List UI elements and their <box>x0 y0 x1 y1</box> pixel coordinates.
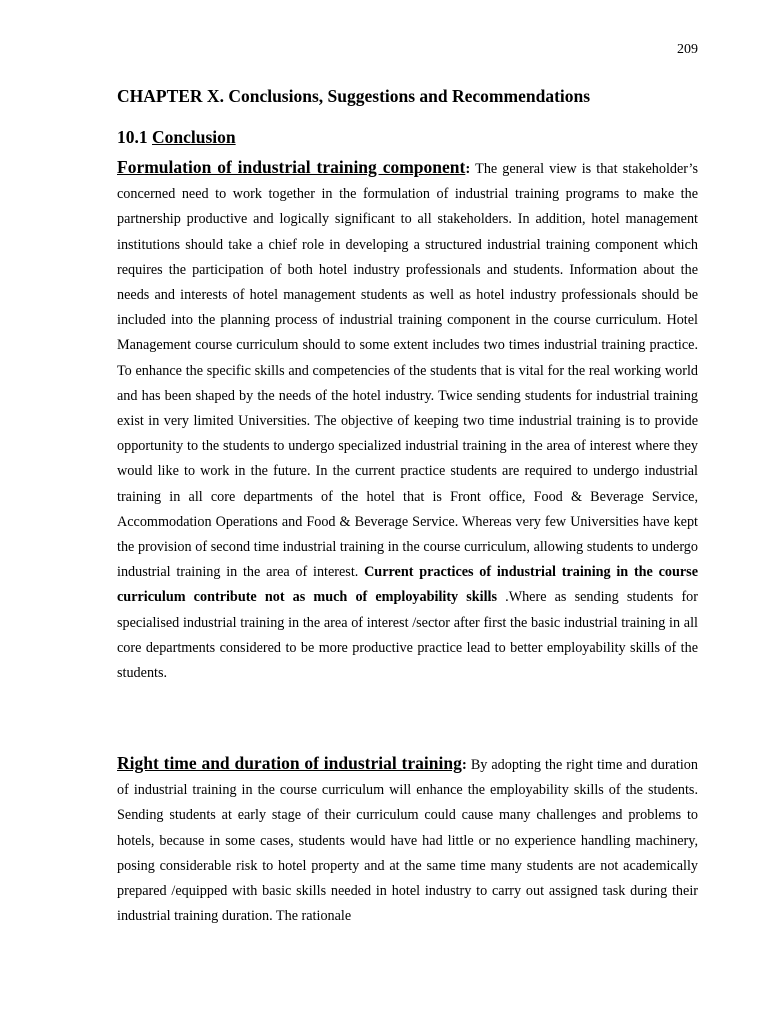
paragraph-right-time <box>117 751 698 929</box>
section-heading <box>117 127 236 148</box>
subheading-right-time: Right time and duration of industrial training <box>117 753 462 773</box>
section-number: 10.1 <box>117 127 148 147</box>
paragraph-formulation <box>117 155 698 686</box>
subheading-colon: : <box>465 161 471 177</box>
section-title: Conclusion <box>152 127 236 147</box>
paragraph-text: By adopting the right time and duration of industrial training in the course curriculum will enhance the employability skills of the students. Sending students at early stage of their curriculum could cause many challenges and problems to hotels, because in some cases, students would have had little or no experience handling machinery, posing considerable risk to hotel property and at the same time many students are not academically prepared /equipped with basic skills needed in hotel industry to carry out assigned task during their industrial training duration. The rationale <box>117 757 698 925</box>
page-number: 209 <box>677 42 698 57</box>
paragraph-text: .Where as sending students for specialised industrial training in the area of interest /sector after first the basic industrial training in all core departments considered to be more productive practice lead to better employability skills of the students. <box>117 589 698 682</box>
bold-statement: Current practices of industrial training in the course curriculum contribute not as much of employability skills <box>117 564 699 606</box>
chapter-title: CHAPTER X. Conclusions, Suggestions and Recommendations <box>117 86 591 106</box>
paragraph-text: The general view is that stakeholder’s concerned need to work together in the formulation of industrial training programs to make the partnership productive and logically significant to all stakeholders. In addition, hotel management institutions should take a chief role in developing a structured industrial training component which requires the participation of both hotel industry professionals and students. Information about the needs and interests of hotel management students as well as hotel industry professionals should be included into the planning process of industrial training component in the course curriculum. Hotel Management course curriculum should to some extent includes two times industrial training practice. To enhance the specific skills and competencies of the students that is vital for the real working world and has been shaped by the needs of the hotel industry. Twice sending students for industrial training exist in very limited Universities. The objective of keeping two time industrial training is to provide opportunity to the students to undergo specialized industrial training in the area of interest where they would like to work in the future. In the current practice students are required to undergo industrial training in all core departments of the hotel that is Front office, Food & Beverage Service, Accommodation Operations and Food & Beverage Service. Whereas very few Universities have kept the provision of second time industrial training in the course curriculum, allowing students to undergo industrial training in the area of interest. <box>117 161 699 581</box>
subheading-colon: : <box>461 757 467 773</box>
subheading-formulation: Formulation of industrial training component <box>117 157 466 177</box>
